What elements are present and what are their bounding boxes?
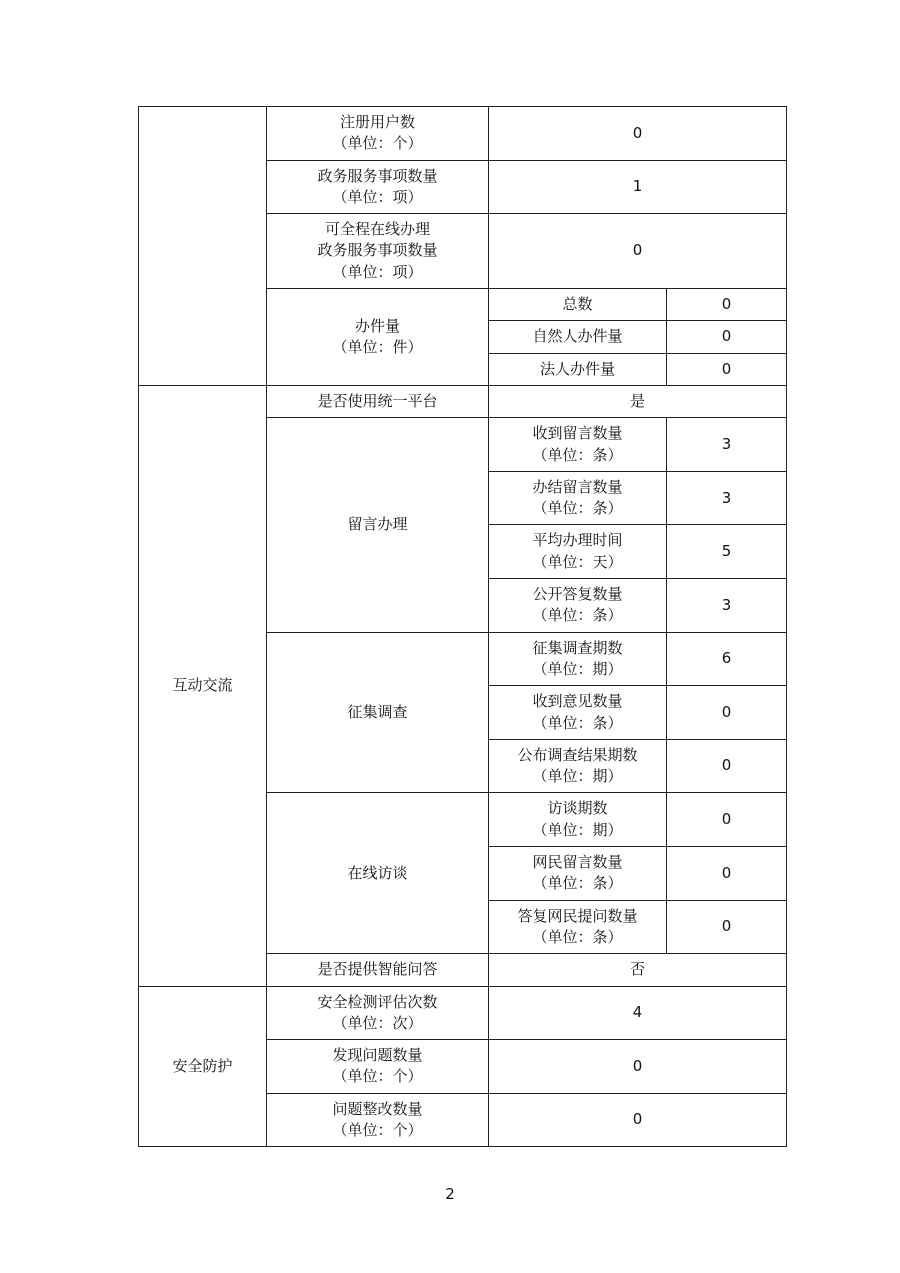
value-cell-security-assessments: 4: [489, 986, 787, 1040]
sub-label-line1: 办结留言数量: [532, 477, 623, 496]
item-cell-smart-qa: [267, 954, 489, 986]
sub-label-line1: 公开答复数量: [532, 585, 623, 604]
value-cell-issues-found: 0: [489, 1040, 787, 1094]
item-cell-registered-users: [267, 107, 489, 161]
report-table-wrapper: [138, 106, 786, 1147]
sub-cell-interview-count: [489, 793, 667, 847]
sub-label-line1: 公布调查结果期数: [517, 745, 638, 764]
item-label-line1: 可全程在线办理: [324, 220, 430, 239]
category-cell-security: 安全防护: [139, 986, 267, 1147]
item-label-line2: （单位：个）: [332, 1120, 423, 1139]
sub-cell-legal-person: 法人办件量: [489, 353, 667, 385]
sub-label-line2: （单位：条）: [532, 927, 623, 946]
item-label-line2: 政务服务事项数量: [317, 241, 438, 260]
sub-label-line1: 收到留言数量: [532, 424, 623, 443]
item-cell-unified-platform: [267, 385, 489, 417]
value-cell-service-items: 1: [489, 160, 787, 214]
page-number: 2: [445, 1185, 455, 1203]
sub-label-line2: （单位：天）: [532, 552, 623, 571]
item-cell-issues-found: [267, 1040, 489, 1094]
sub-cell-survey-count: [489, 632, 667, 686]
sub-label-line2: （单位：条）: [532, 874, 623, 893]
item-label-line1: 注册用户数: [339, 113, 415, 131]
item-label-line2: （单位：个）: [332, 134, 423, 153]
value-cell-total: 0: [667, 289, 787, 321]
sub-label-line1: 平均办理时间: [532, 531, 623, 550]
table-row: [139, 986, 787, 1040]
value-cell-survey-count: 6: [667, 632, 787, 686]
sub-cell-total: 总数: [489, 289, 667, 321]
sub-label-line2: （单位：条）: [532, 499, 623, 518]
value-cell-average-handling-time: 5: [667, 525, 787, 579]
sub-cell-natural-person: 自然人办件量: [489, 321, 667, 353]
value-cell-public-replies: 3: [667, 579, 787, 633]
sub-cell-messages-received: [489, 418, 667, 472]
item-label-line1: 是否使用统一平台: [317, 391, 438, 410]
sub-cell-messages-completed: [489, 471, 667, 525]
sub-label-line2: （单位：期）: [532, 767, 623, 786]
item-label-line1: 安全检测评估次数: [317, 992, 438, 1011]
value-cell-unified-platform: 是: [489, 385, 787, 417]
item-label-line2: （单位：项）: [332, 187, 423, 206]
sub-cell-public-replies: [489, 579, 667, 633]
value-cell-messages-completed: 3: [667, 471, 787, 525]
sub-label-line1: 网民留言数量: [532, 853, 623, 872]
sub-cell-survey-results-published: [489, 739, 667, 793]
sub-label-line2: （单位：条）: [532, 606, 623, 625]
sub-cell-opinions-received: [489, 686, 667, 740]
sub-label-line2: （单位：期）: [532, 820, 623, 839]
sub-cell-netizen-messages: [489, 847, 667, 901]
item-label-line1: 问题整改数量: [332, 1099, 423, 1118]
value-cell-messages-received: 3: [667, 418, 787, 472]
value-cell-legal-person: 0: [667, 353, 787, 385]
value-cell-netizen-messages: 0: [667, 847, 787, 901]
item-cell-handled-volume: [267, 289, 489, 386]
item-cell-issues-rectified: [267, 1093, 489, 1147]
sub-label-line1: 收到意见数量: [532, 692, 623, 711]
item-cell-service-items: [267, 160, 489, 214]
item-label-line2: （单位：次）: [332, 1013, 423, 1032]
item-label-line3: （单位：项）: [332, 262, 423, 281]
item-label-line1: 征集调查: [347, 702, 408, 721]
sub-label-line2: （单位：条）: [532, 445, 623, 464]
sub-cell-netizen-questions-answered: [489, 900, 667, 954]
value-cell-issues-rectified: 0: [489, 1093, 787, 1147]
item-label-line1: 在线访谈: [347, 863, 408, 882]
category-cell-online-service: [139, 107, 267, 386]
value-cell-interview-count: 0: [667, 793, 787, 847]
sub-label-line1: 答复网民提问数量: [517, 906, 638, 925]
sub-label-line1: 访谈期数: [547, 799, 608, 818]
government-website-report-table: [138, 106, 787, 1147]
value-cell-natural-person: 0: [667, 321, 787, 353]
item-label-line1: 政务服务事项数量: [317, 166, 438, 185]
item-label-line2: （单位：件）: [332, 338, 423, 357]
sub-label-line1: 征集调查期数: [532, 638, 623, 657]
item-cell-online-interviews: [267, 793, 489, 954]
item-label-line1: 发现问题数量: [332, 1046, 423, 1065]
item-label-line2: （单位：个）: [332, 1067, 423, 1086]
item-cell-surveys: [267, 632, 489, 793]
item-cell-security-assessments: [267, 986, 489, 1040]
item-cell-message-handling: [267, 418, 489, 632]
sub-label-line2: （单位：条）: [532, 713, 623, 732]
value-cell-opinions-received: 0: [667, 686, 787, 740]
sub-label-line2: （单位：期）: [532, 659, 623, 678]
item-cell-fully-online-service-items: [267, 214, 489, 289]
value-cell-survey-results-published: 0: [667, 739, 787, 793]
table-row: [139, 385, 787, 417]
value-cell-registered-users: 0: [489, 107, 787, 161]
value-cell-smart-qa: 否: [489, 954, 787, 986]
item-label-line1: 留言办理: [347, 515, 408, 534]
sub-cell-average-handling-time: [489, 525, 667, 579]
category-cell-interaction: 互动交流: [139, 385, 267, 986]
value-cell-fully-online-service-items: 0: [489, 214, 787, 289]
table-row: [139, 107, 787, 161]
item-label-line1: 办件量: [354, 316, 400, 335]
item-label-line1: 是否提供智能问答: [317, 960, 438, 979]
value-cell-netizen-questions-answered: 0: [667, 900, 787, 954]
